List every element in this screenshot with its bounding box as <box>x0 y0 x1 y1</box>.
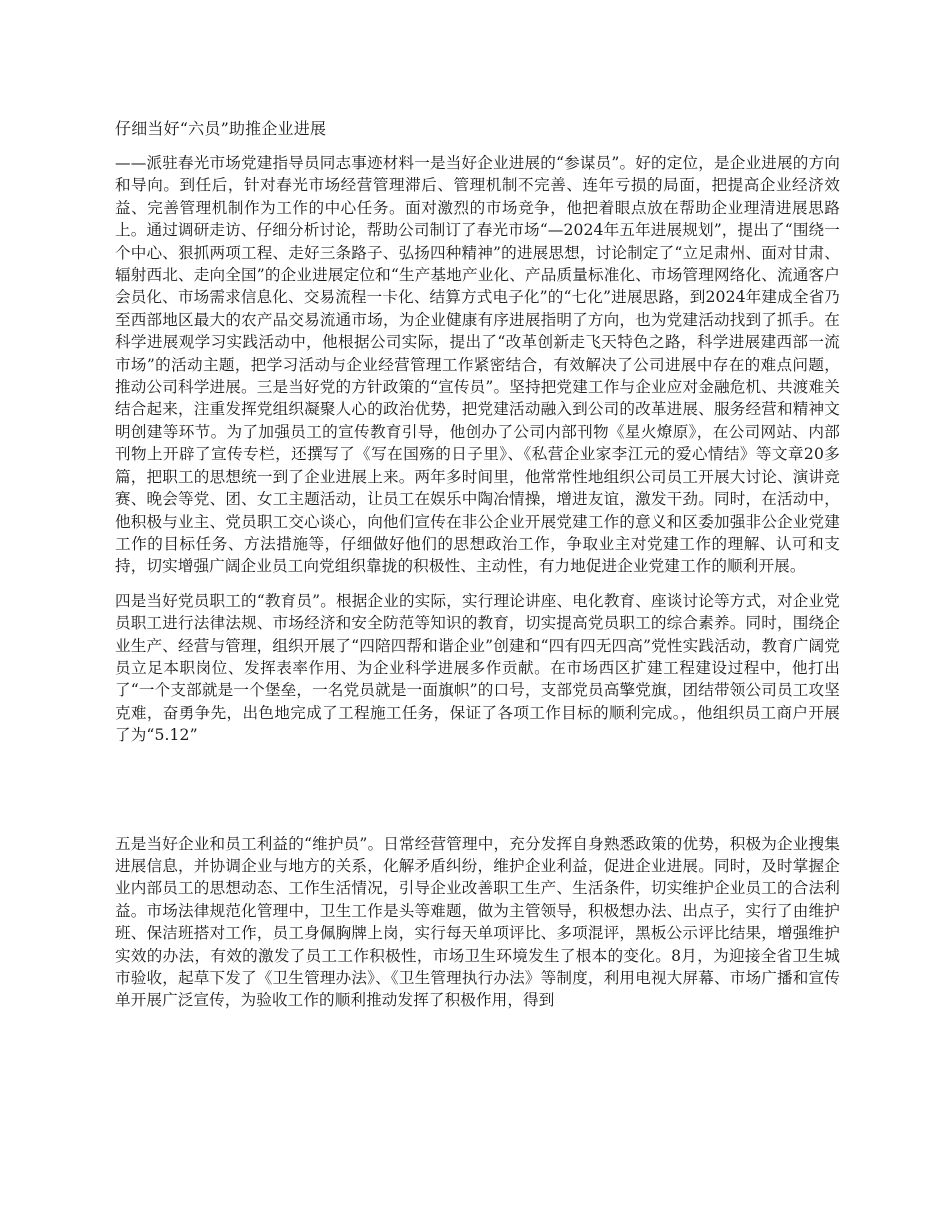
paragraph-1: ——派驻春光市场党建指导员同志事迹材料一是当好企业进展的“参谋员”。好的定位，是企业进展的方向和导向。到任后，针对春光市场经营管理滞后、管理机制不完善、连年亏损的局面，把提高企业经济效益、完善管理机制作为工作的中心任务。面对激烈的市场竞争，他把着眼点放在帮助企业理清进展思路上。通过调研走访、仔细分析讨论，帮助公司制订了春光市场“—2024年五年进展规划”，提出了“围绕一个中心、狠抓两项工程、走好三条路子、弘扬四种精神”的进展思想，讨论制定了“立足肃州、面对甘肃、辐射西北、走向全国”的企业进展定位和“生产基地产业化、产品质量标准化、市场管理网络化、流通客户会员化、市场需求信息化、交易流程一卡化、结算方式电子化”的“七化”进展思路，到2024年建成全省乃至西部地区最大的农产品交易流通市场，为企业健康有序进展指明了方向，也为党建活动找到了抓手。在科学进展观学习实践活动中，他根据公司实际，提出了“改革创新走飞天特色之路，科学进展建西部一流市场”的活动主题，把学习活动与企业经营管理工作紧密结合，有效解决了公司进展中存在的难点问题，推动公司科学进展。三是当好党的方针政策的“宣传员”。坚持把党建工作与企业应对金融危机、共渡难关结合起来，注重发挥党组织凝聚人心的政治优势，把党建活动融入到公司的改革进展、服务经营和精神文明创建等环节。为了加强员工的宣传教育引导，他创办了公司内部刊物《星火燎原》，在公司网站、内部刊物上开辟了宣传专栏，还撰写了《写在国殇的日子里》、《私营企业家李江元的爱心情结》等文章20多篇，把职工的思想统一到了企业进展上来。两年多时间里，他常常性地组织公司员工开展大讨论、演讲竞赛、晚会等党、团、女工主题活动，让员工在娱乐中陶冶情操，增进友谊，激发干劲。同时，在活动中，他积极与业主、党员职工交心谈心，向他们宣传在非公企业开展党建工作的意义和区委加强非公企业党建工作的目标任务、方法措施等，仔细做好他们的思想政治工作，争取业主对党建工作的理解、认可和支持，切实增强广阔企业员工向党组织靠拢的积极性、主动性，有力地促进企业党建工作的顺利开展。 <box>115 154 840 576</box>
paragraph-2: 四是当好党员职工的“教育员”。根据企业的实际，实行理论讲座、电化教育、座谈讨论等方式，对企业党员职工进行法律法规、市场经济和安全防范等知识的教育，切实提高党员职工的综合素养。同时，围绕企业生产、经营与管理，组织开展了“四陪四帮和谐企业”创建和“四有四无四高”党性实践活动，教育广阔党员立足本职岗位、发挥表率作用、为企业科学进展多作贡献。在市场西区扩建工程建设过程中，他打出了“一个支部就是一个堡垒，一名党员就是一面旗帜”的口号，支部党员高擎党旗，团结带领公司员工攻坚克难，奋勇争先，出色地完成了工程施工任务，保证了各项工作目标的顺利完成。，他组织员工商户开展了为“5.12” <box>115 591 840 745</box>
document-title: 仔细当好“六员”助推企业进展 <box>115 119 327 138</box>
document-page <box>115 118 840 1012</box>
paragraph-3: 五是当好企业和员工利益的“维护员”。日常经营管理中，充分发挥自身熟悉政策的优势，积极为企业搜集进展信息，并协调企业与地方的关系，化解矛盾纠纷，维护企业利益，促进企业进展。同时，及时掌握企业内部员工的思想动态、工作生活情况，引导企业改善职工生产、生活条件，切实维护企业员工的合法利益。市场法律规范化管理中，卫生工作是头等难题，做为主管领导，积极想办法、出点子，实行了由维护班、保洁班搭对工作，员工身佩胸牌上岗，实行每天单项评比、多项混评，黑板公示评比结果，增强维护实效的办法，有效的激发了员工工作积极性，市场卫生环境发生了根本的变化。8月，为迎接全省卫生城市验收，起草下发了《卫生管理办法》、《卫生管理执行办法》等制度，利用电视大屏幕、市场广播和宣传单开展广泛宣传，为验收工作的顺利推动发挥了积极作用，得到 <box>115 834 840 1010</box>
